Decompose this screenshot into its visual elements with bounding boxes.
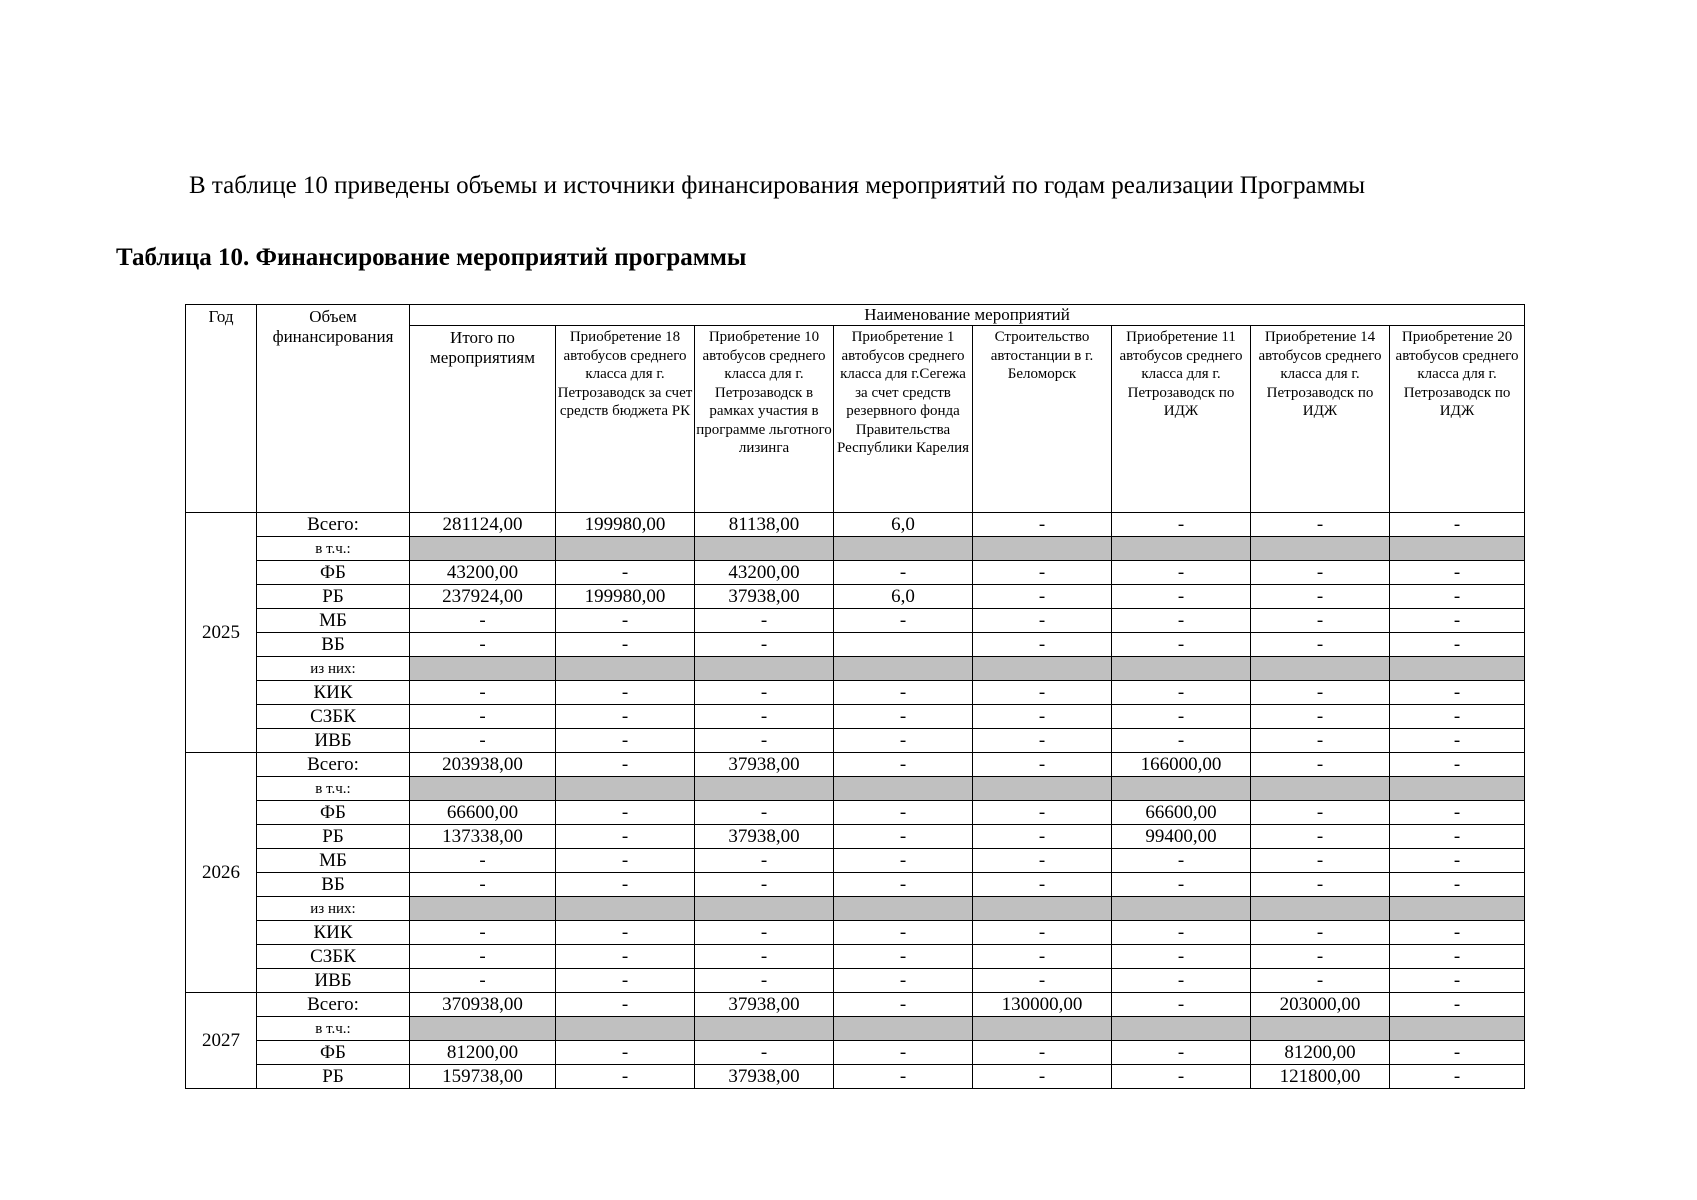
value-cell: - [1390,1041,1525,1065]
value-cell: 99400,00 [1112,825,1251,849]
shaded-cell [410,537,556,561]
value-cell: - [834,921,973,945]
value-cell: - [1390,801,1525,825]
header-col-belomorsk-station: Строительство автостанции в г. Беломорск [973,326,1112,513]
value-cell: 66600,00 [410,801,556,825]
value-cell: 203938,00 [410,753,556,777]
intro-paragraph: В таблице 10 приведены объемы и источники финансирования мероприятий по годам реализации Программы [189,172,1366,199]
value-cell: - [1390,969,1525,993]
shaded-cell [1251,537,1390,561]
value-cell: - [556,561,695,585]
value-cell: - [834,873,973,897]
value-cell: 130000,00 [973,993,1112,1017]
value-cell: - [1112,705,1251,729]
value-cell: - [1251,945,1390,969]
shaded-cell [1390,1017,1525,1041]
value-cell: - [1112,729,1251,753]
value-cell: - [1112,681,1251,705]
value-cell: - [1251,825,1390,849]
header-col-1-bus-segezha: Приобретение 1 автобусов среднего класса для г.Сегежа за счет средств резервного фонда Правительства Республики Карелия [834,326,973,513]
value-cell: - [695,849,834,873]
shaded-cell [1251,657,1390,681]
table-row [186,777,1525,801]
shaded-cell [834,537,973,561]
value-cell: - [973,1041,1112,1065]
value-cell: - [834,969,973,993]
shaded-cell [556,897,695,921]
shaded-cell [695,537,834,561]
shaded-cell [695,897,834,921]
value-cell: - [973,729,1112,753]
shaded-cell [410,657,556,681]
shaded-cell [556,657,695,681]
value-cell: - [695,729,834,753]
value-cell: - [973,801,1112,825]
value-cell: - [556,705,695,729]
value-cell: - [556,801,695,825]
shaded-cell [1390,537,1525,561]
value-cell: - [973,849,1112,873]
value-cell: - [556,753,695,777]
value-cell: - [410,849,556,873]
value-cell: - [556,609,695,633]
value-cell: - [1112,1065,1251,1089]
value-cell: - [1112,945,1251,969]
row-label: МБ [257,609,410,633]
shaded-cell [1251,897,1390,921]
header-year: Год [186,305,257,513]
row-label: в т.ч.: [257,777,410,801]
table-title: Таблица 10. Финансирование мероприятий программы [116,244,747,271]
shaded-cell [1390,777,1525,801]
value-cell: - [834,753,973,777]
value-cell: - [834,1065,973,1089]
table-row [186,681,1525,705]
value-cell: - [834,681,973,705]
header-col-14-buses: Приобретение 14 автобусов среднего класса для г. Петрозаводск по ИДЖ [1251,326,1390,513]
shaded-cell [410,1017,556,1041]
value-cell: - [1390,729,1525,753]
value-cell: 199980,00 [556,585,695,609]
table-row [186,969,1525,993]
value-cell: - [834,561,973,585]
value-cell: 137338,00 [410,825,556,849]
row-label: СЗБК [257,945,410,969]
value-cell: - [1251,609,1390,633]
header-volume: Объем финансирования [257,305,410,513]
shaded-cell [695,1017,834,1041]
year-cell: 2027 [186,993,257,1089]
value-cell: - [695,945,834,969]
value-cell: - [1390,1065,1525,1089]
value-cell: - [556,849,695,873]
value-cell: - [1390,561,1525,585]
shaded-cell [973,537,1112,561]
value-cell: - [1112,873,1251,897]
value-cell: 237924,00 [410,585,556,609]
header-col-18-buses: Приобретение 18 автобусов среднего класса для г. Петрозаводск за счет средств бюджета РК [556,326,695,513]
value-cell: 81138,00 [695,513,834,537]
value-cell: - [834,729,973,753]
value-cell: 81200,00 [410,1041,556,1065]
value-cell: - [973,585,1112,609]
value-cell: - [695,681,834,705]
value-cell: 37938,00 [695,825,834,849]
value-cell: - [556,633,695,657]
value-cell: - [1390,705,1525,729]
table-row [186,921,1525,945]
table-row [186,561,1525,585]
row-label: РБ [257,1065,410,1089]
row-label: из них: [257,897,410,921]
shaded-cell [410,777,556,801]
shaded-cell [973,1017,1112,1041]
row-label: ВБ [257,873,410,897]
value-cell: - [1390,633,1525,657]
value-cell: 281124,00 [410,513,556,537]
value-cell: - [1112,609,1251,633]
header-col-20-buses: Приобретение 20 автобусов среднего класса для г. Петрозаводск по ИДЖ [1390,326,1525,513]
table-row [186,1017,1525,1041]
value-cell: - [1390,945,1525,969]
shaded-cell [1390,897,1525,921]
table-row [186,585,1525,609]
value-cell: - [834,1041,973,1065]
table-row [186,849,1525,873]
row-label: ФБ [257,801,410,825]
row-label: из них: [257,657,410,681]
row-label: РБ [257,825,410,849]
value-cell: - [1112,921,1251,945]
value-cell: 370938,00 [410,993,556,1017]
value-cell: - [410,729,556,753]
value-cell: 166000,00 [1112,753,1251,777]
value-cell: 199980,00 [556,513,695,537]
shaded-cell [1112,777,1251,801]
table-row [186,753,1525,777]
row-label: ВБ [257,633,410,657]
value-cell: - [973,561,1112,585]
row-label: КИК [257,681,410,705]
value-cell: - [695,921,834,945]
value-cell: 66600,00 [1112,801,1251,825]
row-label: Всего: [257,993,410,1017]
value-cell: - [1251,705,1390,729]
value-cell: - [1390,753,1525,777]
shaded-cell [695,657,834,681]
value-cell: - [695,1041,834,1065]
table-row [186,1041,1525,1065]
value-cell: 37938,00 [695,585,834,609]
value-cell: - [1251,681,1390,705]
table-row [186,873,1525,897]
value-cell: - [1251,585,1390,609]
value-cell: - [695,969,834,993]
shaded-cell [973,657,1112,681]
value-cell: 203000,00 [1251,993,1390,1017]
value-cell: 37938,00 [695,1065,834,1089]
year-cell: 2025 [186,513,257,753]
shaded-cell [695,777,834,801]
shaded-cell [834,657,973,681]
value-cell: - [973,681,1112,705]
value-cell: 6,0 [834,513,973,537]
table-row [186,729,1525,753]
value-cell: - [410,945,556,969]
value-cell: - [556,873,695,897]
value-cell: 43200,00 [410,561,556,585]
value-cell: - [1390,609,1525,633]
shaded-cell [1112,1017,1251,1041]
row-label: ФБ [257,1041,410,1065]
header-col-11-buses: Приобретение 11 автобусов среднего класса для г. Петрозаводск по ИДЖ [1112,326,1251,513]
value-cell: - [1112,993,1251,1017]
header-activities-group: Наименование мероприятий [410,305,1525,326]
shaded-cell [1112,897,1251,921]
value-cell: - [1251,849,1390,873]
value-cell: - [1390,873,1525,897]
value-cell [834,633,973,657]
value-cell: - [1251,801,1390,825]
value-cell: - [834,825,973,849]
shaded-cell [973,897,1112,921]
table-row [186,993,1525,1017]
value-cell: - [1112,513,1251,537]
row-label: Всего: [257,513,410,537]
shaded-cell [834,777,973,801]
value-cell: - [1390,585,1525,609]
value-cell: - [1112,633,1251,657]
shaded-cell [1251,1017,1390,1041]
row-label: СЗБК [257,705,410,729]
value-cell: - [973,609,1112,633]
table-row [186,537,1525,561]
value-cell: 37938,00 [695,753,834,777]
value-cell: - [1251,561,1390,585]
value-cell: - [410,681,556,705]
value-cell: - [834,849,973,873]
value-cell: - [1390,993,1525,1017]
value-cell: 121800,00 [1251,1065,1390,1089]
row-label: МБ [257,849,410,873]
row-label: в т.ч.: [257,537,410,561]
shaded-cell [556,537,695,561]
value-cell: - [1390,921,1525,945]
value-cell: 43200,00 [695,561,834,585]
value-cell: - [834,801,973,825]
shaded-cell [1390,657,1525,681]
value-cell: 6,0 [834,585,973,609]
value-cell: - [1390,849,1525,873]
value-cell: - [834,609,973,633]
shaded-cell [834,897,973,921]
value-cell: - [1112,1041,1251,1065]
value-cell: - [973,513,1112,537]
header-col-10-buses: Приобретение 10 автобусов среднего класса для г. Петрозаводск в рамках участия в программе льготного лизинга [695,326,834,513]
value-cell: - [695,705,834,729]
value-cell: - [410,969,556,993]
value-cell: - [973,921,1112,945]
value-cell: 81200,00 [1251,1041,1390,1065]
row-label: ФБ [257,561,410,585]
value-cell: - [1251,921,1390,945]
table-row [186,825,1525,849]
table-row [186,801,1525,825]
value-cell: - [1251,729,1390,753]
table-row [186,633,1525,657]
value-cell: - [695,633,834,657]
value-cell: - [834,945,973,969]
shaded-cell [1112,657,1251,681]
value-cell: - [695,873,834,897]
shaded-cell [556,1017,695,1041]
value-cell: - [1251,969,1390,993]
value-cell: - [834,705,973,729]
value-cell: - [695,801,834,825]
table-row [186,705,1525,729]
value-cell: - [973,825,1112,849]
value-cell: - [1390,513,1525,537]
value-cell: - [1390,681,1525,705]
table-row [186,609,1525,633]
value-cell: - [1251,753,1390,777]
value-cell: - [973,945,1112,969]
value-cell: - [410,705,556,729]
shaded-cell [556,777,695,801]
value-cell: - [556,729,695,753]
value-cell: - [1251,873,1390,897]
row-label: Всего: [257,753,410,777]
value-cell: - [556,681,695,705]
value-cell: - [1112,585,1251,609]
value-cell: 37938,00 [695,993,834,1017]
value-cell: - [973,873,1112,897]
table-row [186,513,1525,537]
value-cell: - [1112,969,1251,993]
value-cell: - [1112,849,1251,873]
value-cell: - [834,993,973,1017]
table-row [186,945,1525,969]
value-cell: - [973,753,1112,777]
value-cell: - [556,945,695,969]
value-cell: - [410,633,556,657]
shaded-cell [1251,777,1390,801]
value-cell: - [556,969,695,993]
row-label: ИВБ [257,969,410,993]
year-cell: 2026 [186,753,257,993]
row-label: РБ [257,585,410,609]
row-label: в т.ч.: [257,1017,410,1041]
value-cell: - [695,609,834,633]
table-row [186,1065,1525,1089]
value-cell: - [556,993,695,1017]
value-cell: - [556,1041,695,1065]
value-cell: - [556,1065,695,1089]
value-cell: - [410,921,556,945]
value-cell: 159738,00 [410,1065,556,1089]
value-cell: - [973,705,1112,729]
value-cell: - [1112,561,1251,585]
table-row [186,897,1525,921]
header-col-total: Итого по мероприятиям [410,326,556,513]
value-cell: - [1251,513,1390,537]
value-cell: - [410,609,556,633]
shaded-cell [410,897,556,921]
value-cell: - [973,633,1112,657]
shaded-cell [1112,537,1251,561]
row-label: КИК [257,921,410,945]
table-row [186,657,1525,681]
row-label: ИВБ [257,729,410,753]
shaded-cell [973,777,1112,801]
value-cell: - [556,921,695,945]
value-cell: - [1390,825,1525,849]
shaded-cell [834,1017,973,1041]
value-cell: - [973,1065,1112,1089]
value-cell: - [1251,633,1390,657]
financing-table [185,304,1525,1089]
value-cell: - [973,969,1112,993]
value-cell: - [556,825,695,849]
value-cell: - [410,873,556,897]
